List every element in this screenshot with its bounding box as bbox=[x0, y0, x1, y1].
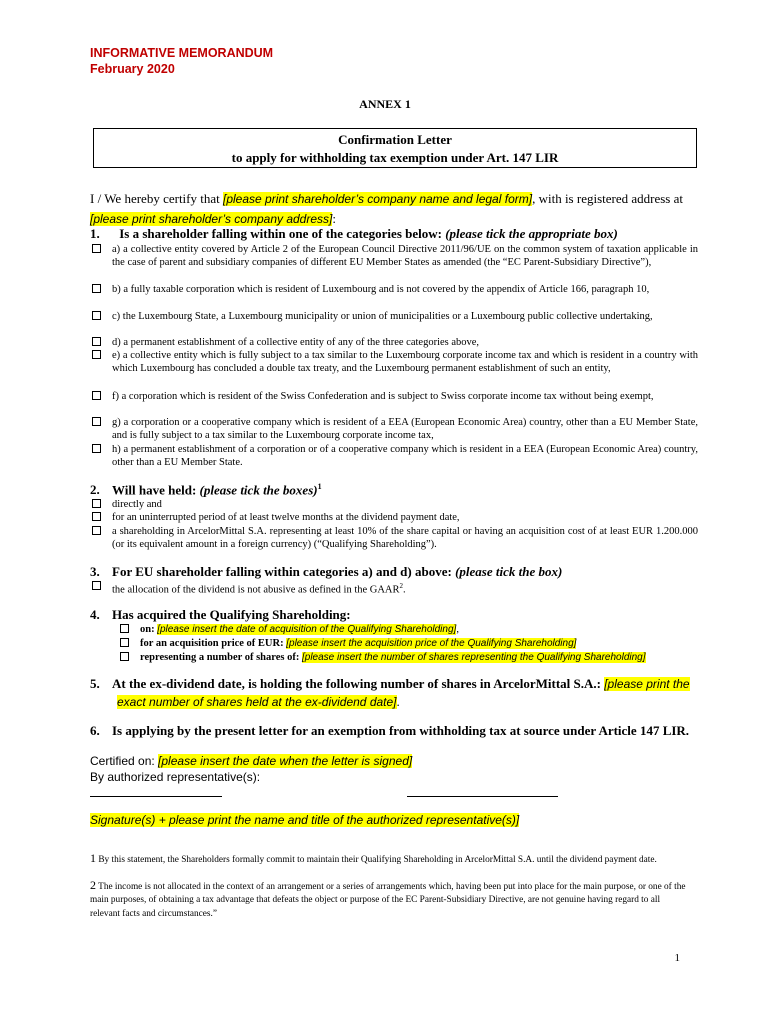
checkbox-category-g[interactable] bbox=[92, 417, 101, 426]
holding-period bbox=[112, 511, 698, 524]
checkbox-category-a[interactable] bbox=[92, 244, 101, 253]
checkbox-category-h[interactable] bbox=[92, 444, 101, 453]
checkbox-acquisition-date[interactable] bbox=[120, 624, 129, 633]
title-box bbox=[93, 128, 697, 168]
share-count-label: representing a number of shares of: bbox=[140, 652, 302, 663]
signature-line-1[interactable] bbox=[90, 796, 222, 797]
holding-directly-text: directly and bbox=[112, 499, 162, 510]
memo-date: February 2020 bbox=[90, 62, 175, 76]
acquisition-date-label: on: bbox=[140, 624, 158, 635]
section-5-number: 5. bbox=[90, 676, 100, 691]
section-6-heading bbox=[90, 723, 689, 739]
section-3-instruction: (please tick the box) bbox=[455, 564, 563, 579]
acquisition-price-label: for an acquisition price of EUR: bbox=[140, 638, 287, 649]
annex-heading: ANNEX 1 bbox=[359, 97, 411, 111]
section-6-number: 6. bbox=[90, 723, 100, 738]
category-h-text: h) a permanent establishment of a corporation or of a cooperative company which is resident in a EEA (European Economic Area) country, other than a EU Member State. bbox=[112, 444, 698, 469]
section-1-heading bbox=[90, 226, 618, 242]
section-3-number: 3. bbox=[90, 564, 100, 579]
category-c-text: c) the Luxembourg State, a Luxembourg municipality or union of municipalities or a Luxembourg public collective undertaking, bbox=[112, 311, 653, 322]
shareholder-address-field[interactable]: [please print shareholder’s company address] bbox=[90, 212, 333, 226]
shareholder-name-field[interactable]: [please print shareholder’s company name and legal form] bbox=[223, 192, 533, 206]
checkbox-category-e[interactable] bbox=[92, 350, 101, 359]
gaar-text: the allocation of the dividend is not abusive as defined in the GAAR bbox=[112, 584, 400, 596]
share-count-row bbox=[140, 651, 700, 664]
section-2-instruction: (please tick the boxes) bbox=[199, 482, 318, 498]
category-h bbox=[112, 443, 698, 470]
holding-shareholding bbox=[112, 525, 698, 552]
footnote-2-number: 2 bbox=[90, 878, 96, 892]
section-1-title: Is a shareholder falling within one of the categories below: bbox=[119, 226, 446, 241]
checkbox-gaar[interactable] bbox=[92, 581, 101, 590]
holding-shareholding-text: a shareholding in ArcelorMittal S.A. representing at least 10% of the share capital or having an acquisition cost of at least EUR 1.200.000 (or its equivalent amount in a foreign currency) (“Qualifying Shareholding”). bbox=[112, 526, 698, 551]
section-5-after: . bbox=[396, 694, 400, 709]
section-3-heading bbox=[90, 564, 562, 580]
footnote-ref-2: 2 bbox=[399, 582, 404, 590]
acquisition-date-field[interactable]: [please insert the date of acquisition of the Qualifying Shareholding] bbox=[157, 624, 457, 635]
signature-line-2[interactable] bbox=[407, 796, 558, 797]
checkbox-category-d[interactable] bbox=[92, 337, 101, 346]
section-2-heading bbox=[90, 482, 322, 498]
share-count-field[interactable]: [please insert the number of shares representing the Qualifying Shareholding] bbox=[301, 652, 646, 663]
checkbox-directly[interactable] bbox=[92, 499, 101, 508]
checkbox-category-c[interactable] bbox=[92, 311, 101, 320]
page-number: 1 bbox=[674, 952, 680, 964]
category-d bbox=[112, 336, 698, 349]
section-2-number: 2. bbox=[90, 482, 100, 498]
checkbox-shareholding[interactable] bbox=[92, 526, 101, 535]
gaar-suffix: . bbox=[403, 584, 406, 596]
gaar-item bbox=[112, 580, 698, 597]
category-b-text: b) a fully taxable corporation which is resident of Luxembourg and is not covered by the appendix of Article 166, paragraph 10, bbox=[112, 284, 650, 295]
section-4-number: 4. bbox=[90, 607, 100, 622]
authorized-rep-label: By authorized representative(s): bbox=[90, 770, 261, 784]
category-a bbox=[112, 243, 698, 270]
title-line-2: to apply for withholding tax exemption under Art. 147 LIR bbox=[231, 150, 559, 165]
checkbox-share-count[interactable] bbox=[120, 652, 129, 661]
signature-field[interactable]: Signature(s) + please print the name and title of the authorized representative(s)] bbox=[90, 813, 520, 827]
ex-dividend-shares-field-b[interactable]: exact number of shares held at the ex-dividend date] bbox=[117, 695, 397, 709]
certified-date-field[interactable]: [please insert the date when the letter is signed] bbox=[158, 754, 413, 768]
section-5-heading bbox=[90, 675, 698, 711]
footnote-2-text: The income is not allocated in the context of an arrangement or a series of arrangements which, having been put into place for the main purpose, or one of the main purposes, of obtaining a tax advantage that defeats the object or purpose of the EC Parent-Subsidiary Directive, are not genuine having regard to all relevant facts and circumstances.” bbox=[90, 882, 686, 919]
footnote-1 bbox=[90, 852, 690, 867]
signature-instruction bbox=[90, 811, 519, 829]
checkbox-acquisition-price[interactable] bbox=[120, 638, 129, 647]
category-e-text: e) a collective entity which is fully subject to a tax similar to the Luxembourg corporate income tax and which is resident in a country with which Luxembourg has concluded a double tax treaty, and the Luxembourg permanent establishment of such an entity, bbox=[112, 350, 698, 375]
category-c bbox=[112, 310, 698, 323]
category-f-text: f) a corporation which is resident of the Swiss Confederation and is subject to Swiss corporate income tax without being exempt, bbox=[112, 391, 654, 402]
ex-dividend-shares-field-a[interactable]: [please print the bbox=[604, 677, 690, 691]
memo-title: INFORMATIVE MEMORANDUM bbox=[90, 46, 274, 60]
checkbox-period[interactable] bbox=[92, 512, 101, 521]
category-g-text: g) a corporation or a cooperative company which is resident of a EEA (European Economic Area) country, other than a EU Member State, and is fully subject to a tax similar to the Luxembourg corporate income tax, bbox=[112, 417, 698, 442]
footnote-1-number: 1 bbox=[90, 851, 96, 865]
acquisition-price-row bbox=[140, 637, 700, 650]
acquisition-date-row bbox=[140, 623, 700, 636]
intro-suffix: : bbox=[332, 211, 336, 226]
category-f bbox=[112, 390, 698, 403]
category-d-text: d) a permanent establishment of a collective entity of any of the three categories above, bbox=[112, 337, 480, 348]
holding-directly bbox=[112, 498, 698, 511]
holding-period-text: for an uninterrupted period of at least twelve months at the dividend payment date, bbox=[112, 512, 460, 523]
section-2-title: Will have held: bbox=[112, 482, 200, 498]
category-g bbox=[112, 416, 698, 443]
checkbox-category-f[interactable] bbox=[92, 391, 101, 400]
acquisition-date-after: , bbox=[456, 624, 459, 635]
category-a-text: a) a collective entity covered by Article 2 of the European Council Directive 2011/96/UE on the common system of taxation applicable in the case of parent and subsidiary companies of different EU Member States as amended (the “EC Parent-Subsidiary Directive”), bbox=[112, 244, 698, 269]
footnote-ref-1: 1 bbox=[317, 482, 322, 491]
intro-prefix: I / We hereby certify that bbox=[90, 191, 223, 206]
category-e bbox=[112, 349, 698, 376]
section-1-instruction: (please tick the appropriate box) bbox=[445, 226, 618, 241]
title-line-1: Confirmation Letter bbox=[338, 132, 452, 147]
section-3-title: For EU shareholder falling within categories a) and d) above: bbox=[112, 564, 456, 579]
section-1-number: 1. bbox=[90, 226, 100, 241]
footnote-2 bbox=[90, 879, 690, 921]
section-6-title: Is applying by the present letter for an exemption from withholding tax at source under Article 147 LIR. bbox=[112, 723, 690, 738]
section-5-title: At the ex-dividend date, is holding the following number of shares in ArcelorMittal S.A.: bbox=[112, 676, 605, 691]
acquisition-price-field[interactable]: [please insert the acquisition price of the Qualifying Shareholding] bbox=[286, 638, 577, 649]
category-b bbox=[112, 283, 698, 296]
checkbox-category-b[interactable] bbox=[92, 284, 101, 293]
intro-paragraph bbox=[90, 189, 698, 229]
section-4-title: Has acquired the Qualifying Shareholding: bbox=[112, 607, 351, 622]
section-4-heading bbox=[90, 607, 351, 623]
footnote-1-text: By this statement, the Shareholders formally commit to maintain their Qualifying Shareholding in ArcelorMittal S.A. until the dividend payment date. bbox=[98, 855, 657, 865]
intro-middle: , with is registered address at bbox=[532, 191, 683, 206]
certified-on-label: Certified on: bbox=[90, 754, 159, 768]
